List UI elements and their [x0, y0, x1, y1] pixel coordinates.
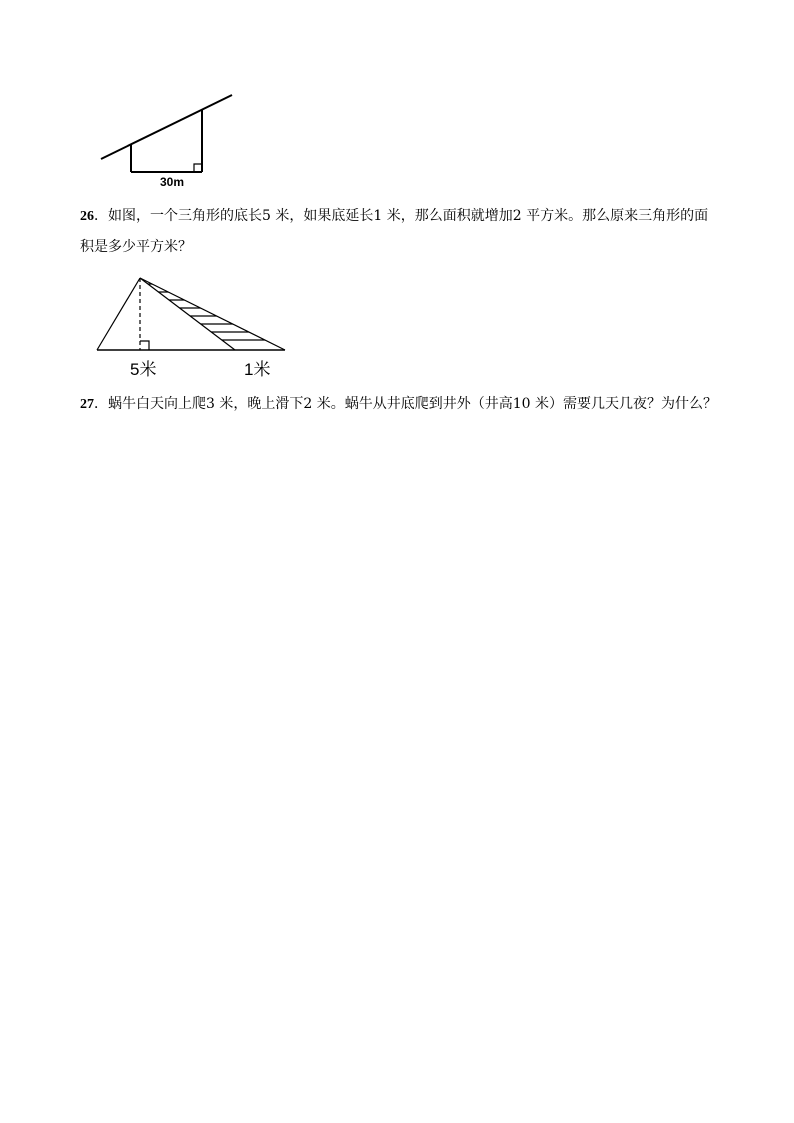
base-length-label: 30m	[160, 175, 185, 189]
right-angle-mark	[140, 341, 149, 350]
left-side	[97, 278, 140, 350]
outer-side	[140, 278, 285, 350]
question-text-line2: 积是多少平方米？	[80, 239, 192, 255]
question-26	[80, 201, 760, 262]
base-length-label: 5米	[130, 360, 157, 379]
extension-length-label: 1米	[244, 360, 271, 379]
slope-figure	[95, 88, 240, 190]
question-text-line1: ．如图，一个三角形的底长5 米，如果底延长1 米，那么面积就增加2 平方米。那么原来三角形的面	[94, 208, 709, 224]
question-number: 26	[80, 209, 94, 224]
slope-line	[101, 95, 232, 159]
question-text: ．蜗牛白天向上爬3 米，晚上滑下2 米。蜗牛从井底爬到井外（井高10 米）需要几天几夜？为什么？	[94, 396, 717, 412]
right-angle-mark	[194, 164, 202, 172]
question-27	[80, 389, 760, 420]
question-number: 27	[80, 397, 94, 412]
inner-side	[140, 278, 235, 350]
triangle-figure	[90, 270, 290, 382]
